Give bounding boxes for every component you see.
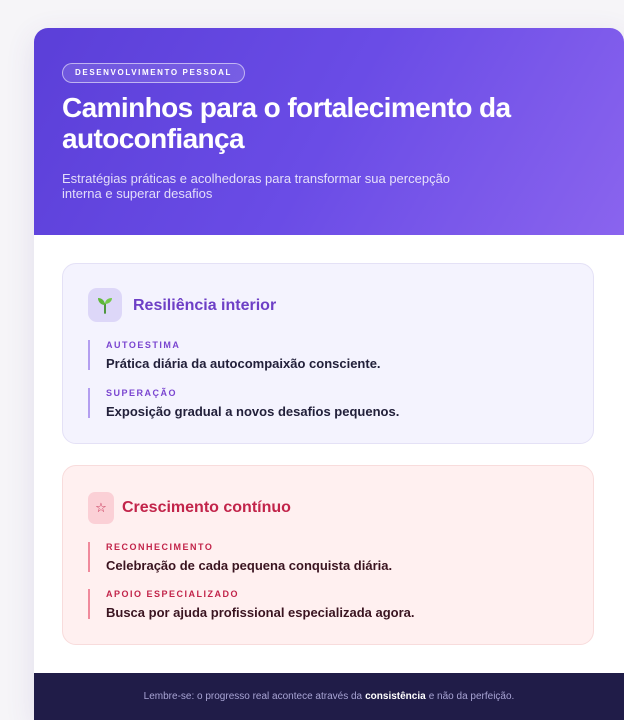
item-text: Exposição gradual a novos desafios pequenos. (106, 404, 400, 419)
list-item (88, 340, 381, 370)
footer-text: Lembre-se: o progresso real acontece através da (143, 691, 363, 702)
section-resilience (62, 263, 594, 444)
category-tag: DESENVOLVIMENTO PESSOAL (62, 63, 245, 83)
content-card (34, 28, 624, 720)
list-item (88, 589, 415, 619)
footer-emphasis: consistência (365, 691, 426, 702)
seedling-icon (88, 288, 122, 322)
list-item (88, 542, 392, 572)
item-text: Celebração de cada pequena conquista diária. (106, 558, 393, 573)
page-title: Caminhos para o fortalecimento da autoconfiança (62, 92, 511, 154)
item-text: Prática diária da autocompaixão consciente. (106, 356, 381, 371)
list-item (88, 388, 399, 418)
item-label: AUTOESTIMA (106, 340, 181, 350)
footer-text-end: e não da perfeição. (428, 691, 515, 702)
header-banner (34, 28, 624, 235)
item-label: APOIO ESPECIALIZADO (106, 589, 240, 599)
star-icon: ☆ (88, 492, 114, 524)
section-title: Crescimento contínuo (122, 499, 291, 516)
item-text: Busca por ajuda profissional especializada agora. (106, 605, 415, 620)
footer-note (34, 673, 624, 720)
item-label: SUPERAÇÃO (106, 388, 178, 398)
item-label: RECONHECIMENTO (106, 542, 214, 552)
page-subtitle: Estratégias práticas e acolhedoras para transformar sua percepção interna e superar desafios (62, 171, 451, 201)
section-title: Resiliência interior (133, 297, 277, 314)
section-growth (62, 465, 594, 645)
